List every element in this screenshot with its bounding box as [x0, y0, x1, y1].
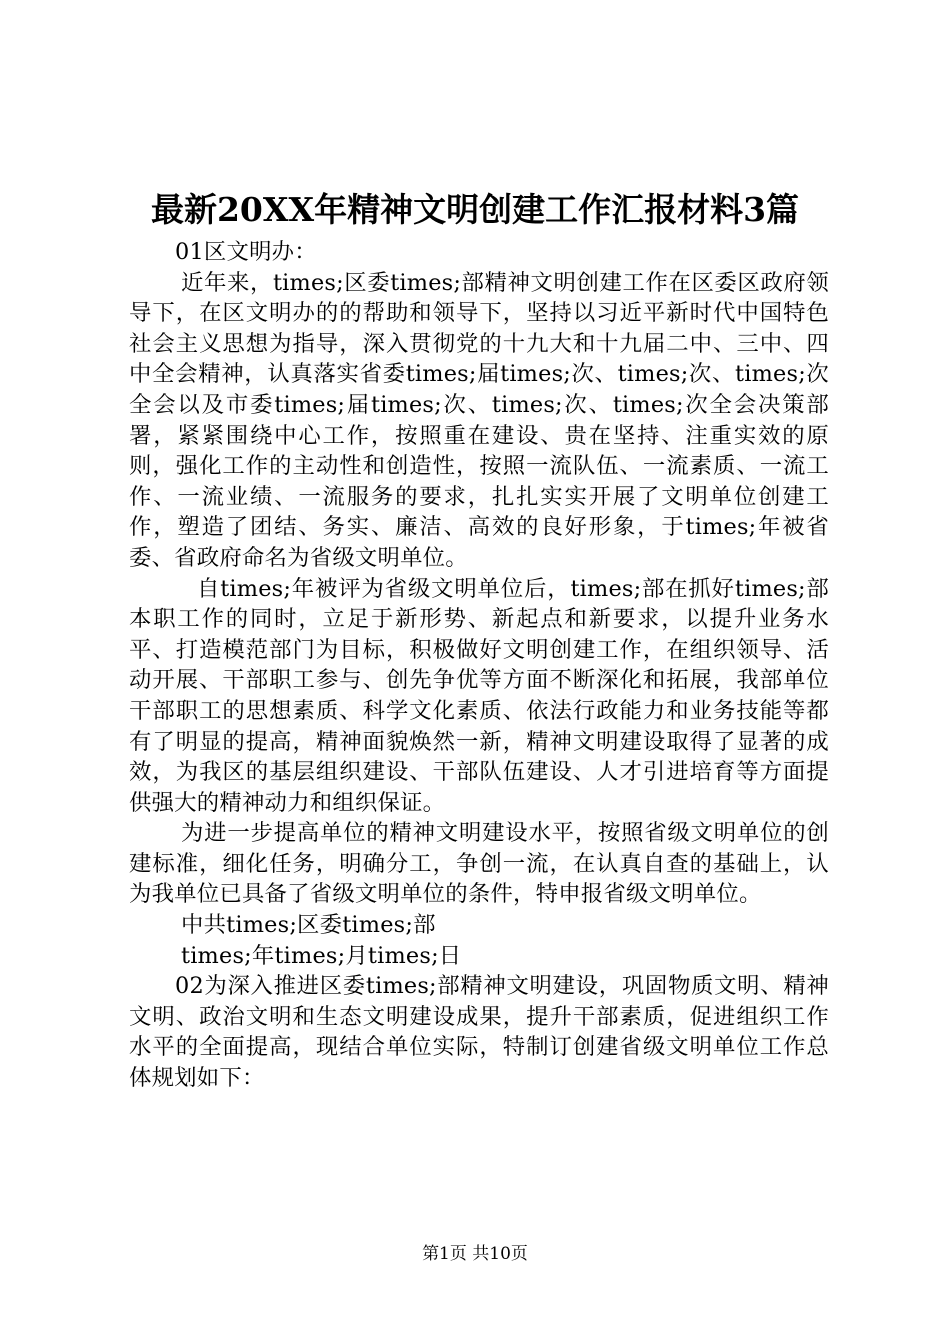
- paragraph-recipient: 01区文明办：: [175, 239, 317, 265]
- paragraph-section-02: 02为深入推进区委times;部精神文明建设，巩固物质文明、精神文明、政治文明和生态文明建设成果，提升干部素质，促进组织工作水平的全面提高，现结合单位实际，特制订创建省级文明单位工作总体规划如下：: [129, 973, 829, 1092]
- page-footer: [0, 1242, 950, 1266]
- signature-date: times;年times;月times;日: [181, 942, 462, 969]
- paragraph-intro: 近年来，times;区委times;部精神文明创建工作在区委区政府领导下，在区文明办的的帮助和领导下，坚持以习近平新时代中国特色社会主义思想为指导，深入贯彻党的十九大和十九届二中、三中、四中全会精神，认真落实省委times;届times;次、times;次、times;次全会以及市委times;届times;次、times;次、times;次全会决策部署，紧紧围绕中心工作，按照重在建设、贵在坚持、注重实效的原则，强化工作的主动性和创造性，按照一流队伍、一流素质、一流工作、一流业绩、一流服务的要求，扎扎实实开展了文明单位创建工作，塑造了团结、务实、廉洁、高效的良好形象，于times;年被省委、省政府命名为省级文明单位。: [129, 269, 829, 571]
- signature-organization: 中共times;区委times;部: [181, 912, 436, 939]
- paragraph-application: 为进一步提高单位的精神文明建设水平，按照省级文明单位的创建标准，细化任务，明确分工，争创一流，在认真自查的基础上，认为我单位已具备了省级文明单位的条件，特申报省级文明单位。: [129, 820, 829, 908]
- document-title: 最新20XX年精神文明创建工作汇报材料3篇: [150, 190, 800, 229]
- paragraph-achievements: 自times;年被评为省级文明单位后，times;部在抓好times;部本职工作的同时，立足于新形势、新起点和新要求，以提升业务水平、打造模范部门为目标，积极做好文明创建工作，在组织领导、活动开展、干部职工参与、创先争优等方面不断深化和拓展，我部单位干部职工的思想素质、科学文化素质、依法行政能力和业务技能等都有了明显的提高，精神面貌焕然一新，精神文明建设取得了显著的成效，为我区的基层组织建设、干部队伍建设、人才引进培育等方面提供强大的精神动力和组织保证。: [129, 575, 829, 816]
- document-body: [129, 237, 829, 1094]
- page-number: 第1页 共10页: [422, 1244, 528, 1264]
